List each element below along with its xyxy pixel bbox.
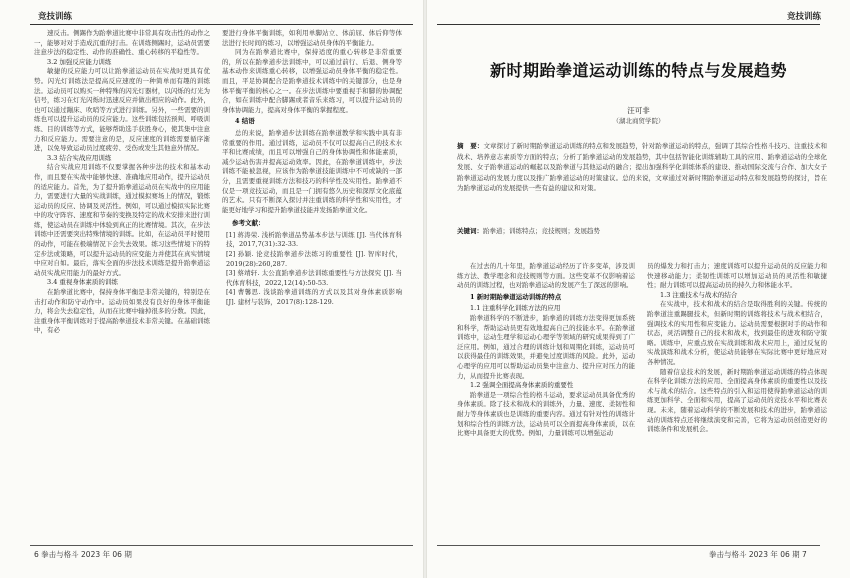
page-footer: 6 拳击与格斗 2023 年 06 期: [34, 550, 132, 559]
abstract-label: 摘 要：: [457, 142, 484, 150]
paragraph: 跆拳道是一项综合性的格斗运动，要求运动员具备优秀的身体素质。除了技术和战术的训练外，力量、速度、柔韧性和耐力等身体素质也是训练的重要内容。通过有针对性的训练计划和综合性的训练方法，运动员可以全面提高身体素质，以在比赛中具备更大的优势。例如，力量训练可以增强运动: [457, 390, 635, 438]
reference-item: [2] 孙颖. 论竞技跆拳道步法练习的重要性 [J]. 智库时代，2019(28):260,287.: [226, 250, 402, 268]
footer-rule: [437, 545, 820, 546]
paragraph: 总的来说，跆拳道步法训练在跆拳道教学和实践中具有非常重要的作用。通过训练，运动员不仅可以提高自己的技术水平和比赛成绩，而且可以增强自己的身体协调性和体能素质，减少运动伤害并提高运动效率。因此，在跆拳道训练中，步法训练不能被忽视，应该作为跆拳道技能训练中不可或缺的一部分，且需要重视训练方法和技巧的科学性及实用性。跆拳道不仅是一项竞技运动，而且是一门拥有悠久历史和深厚文化底蕴的艺术。只有不断深入探讨并注重训练的科学性和实用性，才能更好地学习和提升跆拳道技能并发扬跆拳道文化。: [222, 128, 402, 214]
paragraph: 员的爆发力和打击力；速度训练可以提升运动员的反应能力和快速移动能力；柔韧性训练可以增加运动员的灵活性和敏捷性；耐力训练可以提高运动员的持久力和体能水平。: [647, 262, 827, 290]
abstract: [457, 141, 827, 194]
paragraph: 在跆拳道比赛中，保持身体平衡是非常关键的，特别是在击打动作和防守动作中。运动员如果没有良好的身体平衡能力，将会失去稳定性，从而在比赛中输掉很多的分数。因此，注重身体平衡训练对于提高跆拳道技术非常关键。在基础训练中，有必: [34, 288, 210, 335]
article-title: 新时期跆拳道运动训练的特点与发展趋势: [489, 61, 787, 80]
abstract-text: 文章探讨了新时期跆拳道运动训练的特点和发展趋势，针对跆拳道运动的特点，强调了其综合性格斗技巧、注重技术和战术、培养意志素质等方面的特点；分析了跆拳道运动的发展趋势，其中包括智能化训练辅助工具的应用、跆拳道运动的全球化发展、女子跆拳道运动的崛起以及跆拳道与其他运动的融合；提出加强科学化训练体系的建设、推动国际交流与合作、加大女子跆拳道运动的发展力度以及推广跆拳道运动的对策建议。总的来说，文章通过对新时期跆拳道运动特点和发展趋势的探讨，旨在为跆拳道运动的发展提供一些有益的建议和对策。: [457, 142, 828, 192]
page-footer: 拳击与格斗 2023 年 06 期 7: [709, 550, 807, 559]
section-heading: 1 新时期跆拳道运动训练的特点: [470, 292, 562, 301]
subsection-heading: 1.3 注重技术与战术的结合: [660, 290, 738, 299]
reference-item: [4] 曹馨思. 浅谈跆拳道训练的方式以及其对身体素质影响 [J]. 建材与装饰，2017(8):128-129.: [226, 288, 402, 307]
header-rule: [30, 24, 413, 25]
keywords-text: 跆拳道；训练特点；竞技规则；发展趋势: [483, 227, 600, 235]
right-page: [427, 0, 850, 578]
paragraph: 跆拳道科学的不断进步，跆拳道的训练方法变得更加系统和科学，帮助运动员更有效地提高自己的技能水平。在跆拳道训练中，运动生理学和运动心理学等领域的研究成果得到了广泛应用。例如，通过合理的训练计划和周期化训练，运动员可以获得最佳的训练效果，并避免过度训练的风险。此外，运动心理学的应用可以帮助运动员集中注意力、提升应对压力的能力，从而提升比赛表现。: [457, 313, 635, 380]
left-page: [0, 0, 423, 578]
paragraph: 结合实战应用训练不仅要掌握各种步法的技术和基本动作，而且要在实战中能够快速、准确地应用动作，提升运动员的适应能力。首先，为了提升跆拳道运动员在实战中的应用能力，需要进行大量的实战训练，通过模拟赛场上的情况，锻炼运动员的反应、协调及灵活性。例如，可以通过模拟实际比赛中的攻守阵容、速度和节奏的变换及特定的战术安排来进行训练，使运动员在训练中体验到真正的比赛情境。其次，在步法训练中还需要突出特殊情境的训练。比如，在运动员平时使用的动作，可能在极端情况下会失去效果。练习这些情境下的特定步法或策略，可以提升运动员的应变能力并使其在真实情境中应对自如。最后，落实全面的步法技术训练是提升跆拳道运动员实战应用能力的最好方式。: [34, 163, 210, 277]
paragraph: 同为在跆拳道比赛中，保持适度的重心转移是非常重要的，所以在跆拳道步法训练中，可以通过前行、后退、侧身等基本动作来训练重心转移，以增强运动员身体平衡的稳定性。而且，平足协调配合是跆拳道技术训练中的关键部分，也是身体平衡平衡的核心之一。在步法训练中要重视手和脚的协调配合，如在训练中配合脚踢或者音乐来练习，可以提升运动员的身体协调能力，提高对身体平衡的掌握程度。: [222, 48, 402, 114]
subsection-heading: 1.1 注重科学化训练方法的应用: [470, 304, 561, 313]
section-heading: 4 结语: [235, 117, 255, 126]
reference-item: [3] 蔡靖轩. 太公直跆拳道步法训练重要性与方法探究 [J]. 当代体育科技，2022,12(14):50-53.: [226, 269, 402, 287]
subsection-heading: 3.4 重视身体素质的训练: [47, 278, 118, 287]
right-column-2: [647, 262, 827, 435]
author-name: 汪可非: [627, 106, 650, 115]
paragraph: 要进行身体平衡训练，如利用单脚站立、体前屈、体后仰等体法进行长时间的练习，以增强运动员身体的平衡能力。: [222, 29, 402, 47]
header-rule: [437, 24, 820, 25]
author-affiliation: （湖北商贸学院）: [612, 117, 665, 125]
paragraph: 随着信息技术的发展，新时期跆拳道运动训练的特点体现在科学化训练方法的应用、全面提高身体素质的重要性以及技术与战术的结合。这些特点的引入和运用使得跆拳道运动的训练更加科学、全面和实用，提高了运动员的竞技水平和比赛表现。未来，随着运动科学的不断发展和技术的进步，跆拳道运动的训练特点还将继续演变和完善，它将为运动员创造更好的训练条件和发展机会。: [647, 367, 827, 434]
references-heading: 参考文献：: [232, 219, 265, 228]
subsection-heading: 3.2 加强反应能力训练: [47, 57, 112, 66]
paragraph: 在过去的几十年里，跆拳道运动经历了许多变革，涉及训练方法、教学理念和竞技规则等方面。这些变革不仅影响着运动员的训练过程，也对跆拳道运动的发展产生了深远的影响。: [457, 262, 635, 290]
paragraph: 在实战中，技术和战术的结合是取得胜利的关键。传统的跆拳道注重踢腿技术，但新时期的训练将技术与战术相结合，强调技术的实用性和应变能力。运动员需要根据对手的动作和状态，灵活调整自己的技术和战术，找到最佳的进攻和防守策略。训练中，应重点放在实战训练和战术应用上，通过反复的实战演练和战术分析，使运动员能够在实际比赛中更好地应对各种情况。: [647, 300, 827, 366]
keywords: [457, 226, 827, 236]
right-column-1: [457, 262, 635, 439]
keywords-label: 关键词：: [457, 227, 483, 235]
section-header: 竞技训练: [787, 12, 822, 22]
subsection-heading: 1.2 强调全面提高身体素质的重要性: [470, 381, 574, 390]
footer-rule: [30, 545, 413, 546]
left-column-2: [222, 29, 402, 308]
section-header: 竞技训练: [38, 12, 73, 22]
subsection-heading: 3.3 结合实战应用训练: [47, 153, 112, 162]
reference-item: [1] 蒋涛荣. 浅析跆拳道品势基本步法与训练 [J]. 当代体育科技，2017,7(31):32-33.: [226, 230, 402, 249]
paragraph: 敏捷的反应能力可以让跆拳道运动员在实战时更具有优势。闪光灯训练法是提高反应速度的一种简单而有趣的训练法。运动员可以购买一种特殊的闪光灯器材，以闪烁的灯光为信号，练习在灯光闪烁时迅速反应并做出相应的动作。此外，也可以通过蹦床、吹哨等方式进行训练。另外，一些需要的训练也可以提升运动员的反应能力。这些训练包括预判、呼吸训练、目的训练等方式，能够帮助选手获胜身心，使其集中注意力和反应能力。需要注意的是，反应速度的训练需要循序渐进，以免导致运动员过度疲劳、受伤或发生其他意外情况。: [34, 67, 210, 153]
paragraph: 速反击。侧踢作为跆拳道比赛中非常具有攻击性的动作之一，能够对对手造成沉重的打击。在训练侧踢时，运动员需要注意步法的稳定性、动作的准确性、重心转移的平稳性等。: [34, 29, 210, 57]
left-column-1: [34, 29, 210, 336]
